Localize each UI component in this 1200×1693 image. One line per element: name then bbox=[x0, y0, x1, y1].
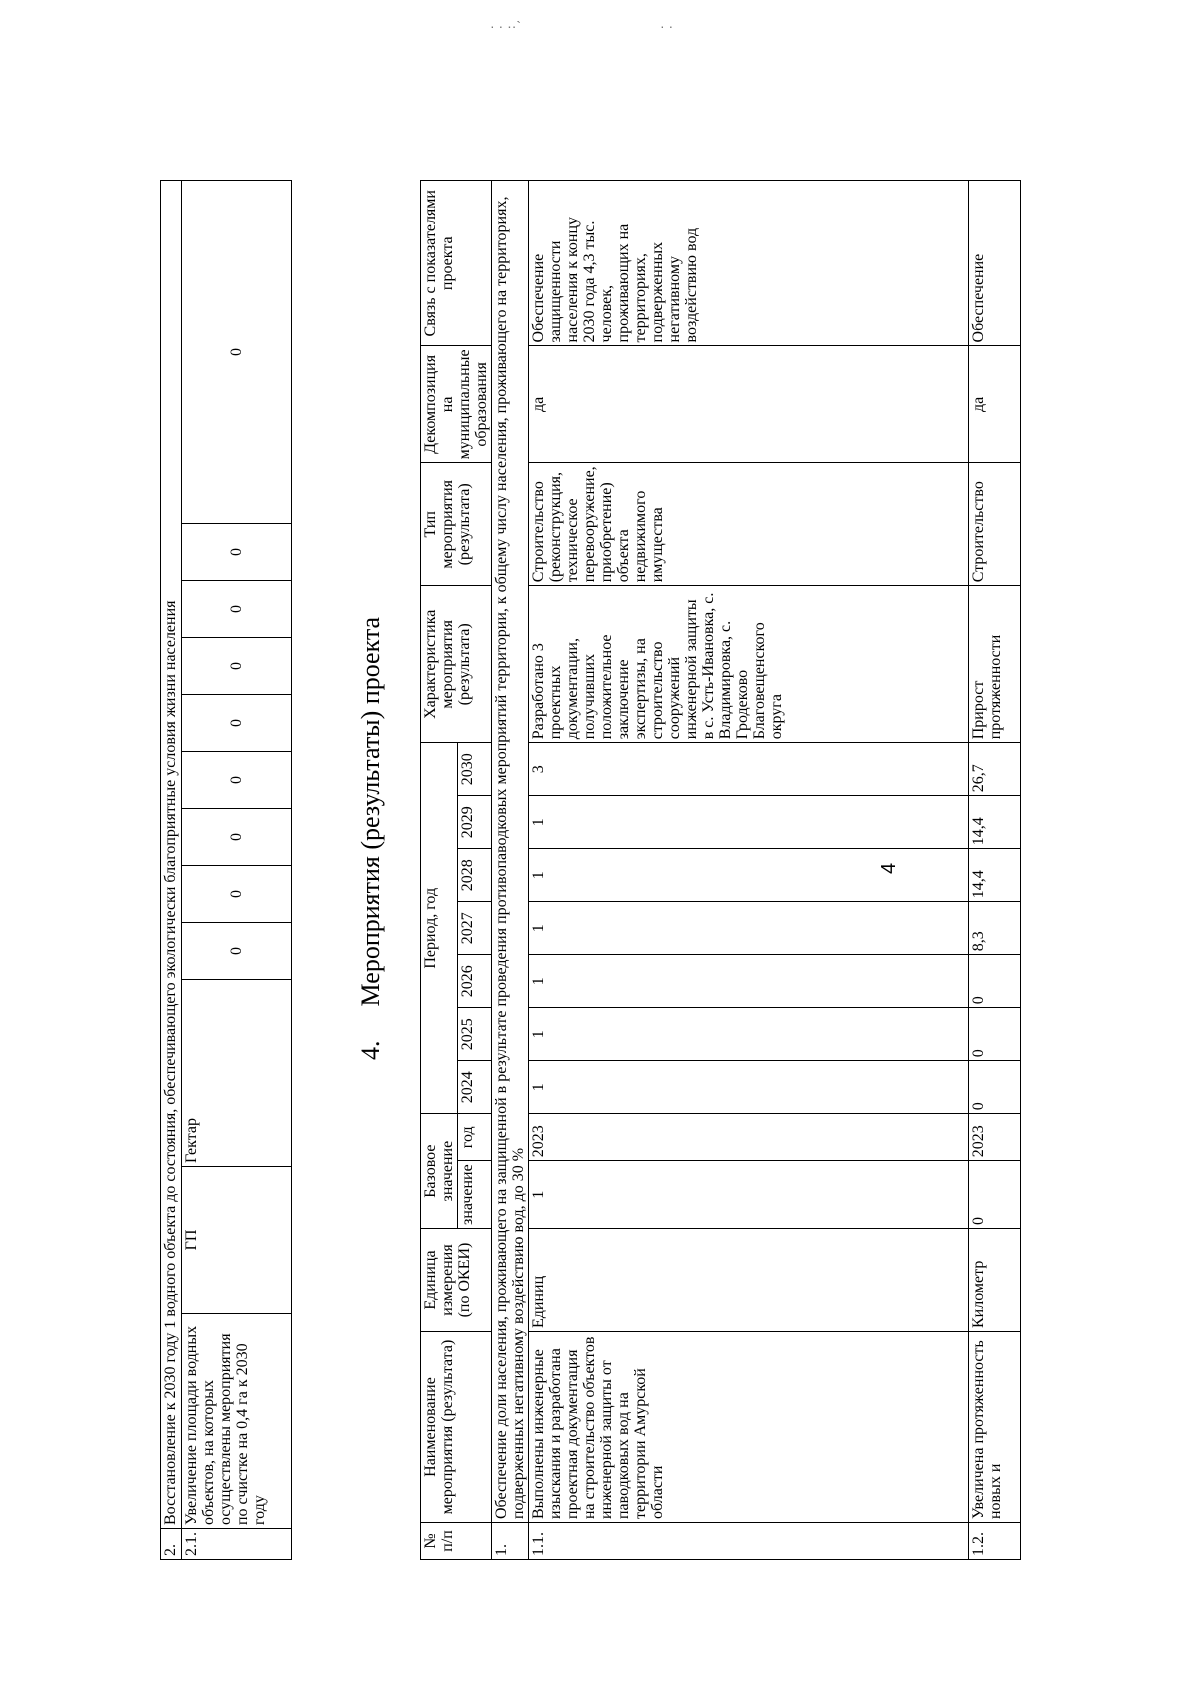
value-cell: 1 bbox=[529, 1008, 969, 1061]
value-cell: 0 bbox=[182, 581, 292, 638]
value-cell: 0 bbox=[969, 1008, 1021, 1061]
measure-type: Строительство (реконструкция, техническое перевооружение, приобретение) объекта недвижимого имущества bbox=[529, 463, 969, 586]
scan-artifact: · · bbox=[660, 18, 674, 34]
measure-type: Строительство bbox=[969, 463, 1021, 586]
measure-name: Увеличена протяженность новых и bbox=[969, 1332, 1021, 1523]
indicators-table bbox=[160, 180, 292, 1560]
table-row bbox=[969, 181, 1021, 1560]
col-header-year: 2030 bbox=[458, 743, 492, 796]
table-row bbox=[161, 181, 182, 1560]
col-header-year: 2029 bbox=[458, 796, 492, 849]
value-cell: 1 bbox=[529, 796, 969, 849]
measure-characteristic: Прирост протяженности bbox=[969, 586, 1021, 743]
section-heading: Мероприятия (результаты) проекта bbox=[356, 616, 385, 1007]
value-cell: 8,3 bbox=[969, 902, 1021, 955]
value-cell: 0 bbox=[182, 866, 292, 923]
scan-artifact: · · ··` bbox=[490, 18, 522, 34]
measure-unit: Единиц bbox=[529, 1229, 969, 1332]
row-number: 1.2. bbox=[969, 1523, 1021, 1560]
col-header-year: 2024 bbox=[458, 1061, 492, 1114]
col-header-name: Наименование мероприятия (результата) bbox=[421, 1332, 492, 1523]
col-header-decomposition: Декомпозиция на муниципальные образования bbox=[421, 346, 492, 463]
header-row bbox=[421, 181, 458, 1560]
value-cell: 0 bbox=[182, 752, 292, 809]
value-cell: 1 bbox=[529, 1061, 969, 1114]
col-header-period: Период, год bbox=[421, 743, 458, 1114]
measure-link: Обеспечение защищенности населения к концу 2030 года 4,3 тыс. человек, проживающих на территориях, подверженных негативному воздействию вод bbox=[529, 181, 969, 346]
measure-link: Обеспечение bbox=[969, 181, 1021, 346]
base-year: 2023 bbox=[969, 1114, 1021, 1161]
value-cell: 14,4 bbox=[969, 796, 1021, 849]
indicator-unit: Гектар bbox=[182, 980, 292, 1167]
row-number: 2.1. bbox=[182, 1529, 292, 1560]
row-number: 2. bbox=[161, 1529, 182, 1560]
col-header-characteristic: Характеристика мероприятия (результата) bbox=[421, 586, 492, 743]
page-number: 4 bbox=[878, 862, 900, 874]
base-value: 1 bbox=[529, 1161, 969, 1229]
col-header-year: 2025 bbox=[458, 1008, 492, 1061]
measure-unit: Километр bbox=[969, 1229, 1021, 1332]
value-cell: 0 bbox=[969, 955, 1021, 1008]
value-cell: 0 bbox=[182, 638, 292, 695]
value-cell: 1 bbox=[529, 849, 969, 902]
measures-table bbox=[420, 180, 1021, 1560]
measure-characteristic: Разработано 3 проектных документации, получивших положительное заключение экспертизы, на строительство сооружений инженерной защиты в с. Усть-Ивановка, с. Владимировка, с. Гродеково Благовещенского округа bbox=[529, 586, 969, 743]
section-number: 4. bbox=[356, 1040, 385, 1060]
value-cell: 0 bbox=[182, 695, 292, 752]
value-cell: 0 bbox=[182, 181, 292, 524]
indicator-name: Увеличение площади водных объектов, на которых осуществлены мероприятия по счистке на 0,4 га к 2030 году bbox=[182, 1314, 292, 1529]
value-cell: 1 bbox=[529, 902, 969, 955]
col-header-link: Связь с показателями проекта bbox=[421, 181, 492, 346]
value-cell: 0 bbox=[182, 809, 292, 866]
value-cell: 0 bbox=[182, 923, 292, 980]
table-row bbox=[529, 181, 969, 1560]
col-header-year: 2028 bbox=[458, 849, 492, 902]
row-number: 1. bbox=[492, 1523, 529, 1560]
base-year: 2023 bbox=[529, 1114, 969, 1161]
value-cell: 0 bbox=[969, 1061, 1021, 1114]
col-header-year: 2027 bbox=[458, 902, 492, 955]
goal-text: Обеспечение доли населения, проживающего на защищенной в результате проведения противопаводковых мероприятий территории, к общему числу населения, проживающего на территориях, подверженных негативному воздействию вод, до 30 % bbox=[492, 181, 529, 1523]
base-value: 0 bbox=[969, 1161, 1021, 1229]
value-cell: 14,4 bbox=[969, 849, 1021, 902]
measure-decomposition: да bbox=[529, 346, 969, 463]
value-cell: 26,7 bbox=[969, 743, 1021, 796]
goal-row bbox=[492, 181, 529, 1560]
col-header-base: Базовое значение bbox=[421, 1114, 458, 1229]
table-row bbox=[182, 181, 292, 1560]
col-header-base-value: значение bbox=[458, 1161, 492, 1229]
section-title bbox=[356, 617, 386, 1060]
measure-decomposition: да bbox=[969, 346, 1021, 463]
value-cell: 0 bbox=[182, 524, 292, 581]
rotated-content bbox=[120, 80, 1180, 1600]
col-header-year: 2026 bbox=[458, 955, 492, 1008]
value-cell: 3 bbox=[529, 743, 969, 796]
row-number: 1.1. bbox=[529, 1523, 969, 1560]
indicator-level: ГП bbox=[182, 1167, 292, 1314]
col-header-num: № п/п bbox=[421, 1523, 492, 1560]
value-cell: 1 bbox=[529, 955, 969, 1008]
col-header-type: Тип мероприятия (результата) bbox=[421, 463, 492, 586]
col-header-unit: Единица измерения (по ОКЕИ) bbox=[421, 1229, 492, 1332]
col-header-base-year: год bbox=[458, 1114, 492, 1161]
goal-text: Восстановление к 2030 году 1 водного объекта до состояния, обеспечивающего экологически благоприятные условия жизни населения bbox=[161, 181, 182, 1529]
measure-name: Выполнены инженерные изыскания и разработана проектная документация на строительство объектов инженерной защиты от паводковых вод на территории Амурской области bbox=[529, 1332, 969, 1523]
